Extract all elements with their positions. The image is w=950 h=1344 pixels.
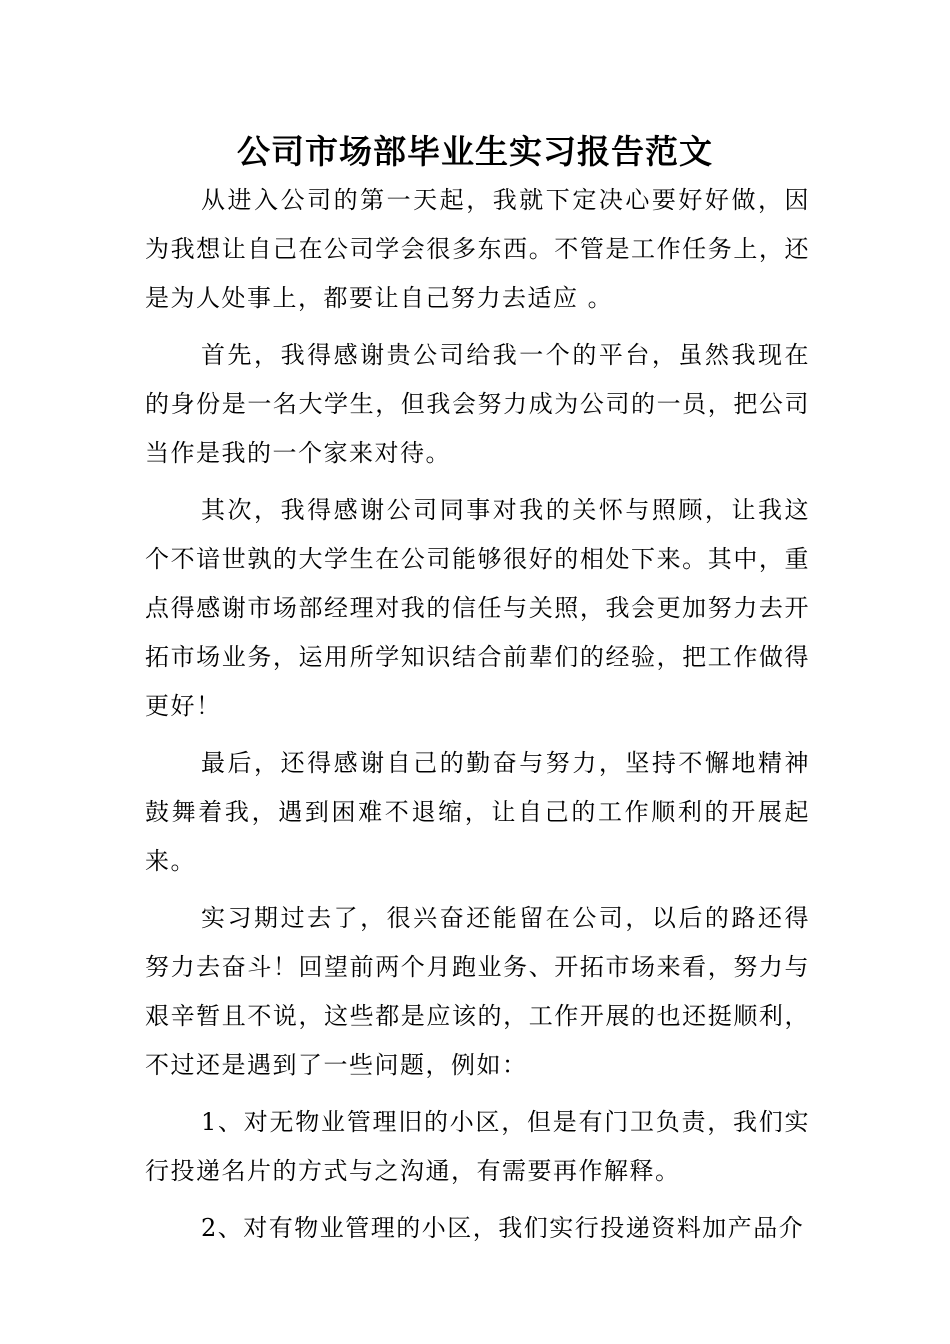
paragraph-item-1: 1、对无物业管理旧的小区，但是有门卫负责，我们实行投递名片的方式与之沟通，有需要再作解释。 [145,1108,810,1185]
document-body [145,176,810,1261]
paragraph-internship-review: 实习期过去了，很兴奋还能留在公司，以后的路还得努力去奋斗！回望前两个月跑业务、开拓市场来看，努力与艰辛暂且不说，这些都是应该的，工作开展的也还挺顺利，不过还是遇到了一些问题，例如： [145,904,810,1079]
document-title: 公司市场部毕业生实习报告范文 [237,132,713,171]
paragraph-item-2: 2、对有物业管理的小区，我们实行投递资料加产品介 [201,1214,805,1242]
paragraph-last-thanks: 最后，还得感谢自己的勤奋与努力，坚持不懈地精神鼓舞着我，遇到困难不退缩，让自己的工作顺利的开展起来。 [145,749,810,875]
paragraph-second-thanks: 其次，我得感谢公司同事对我的关怀与照顾，让我这个不谙世孰的大学生在公司能够很好的相处下来。其中，重点得感谢市场部经理对我的信任与关照，我会更加努力去开拓市场业务，运用所学知识结合前辈们的经验，把工作做得更好！ [145,496,810,720]
paragraph-first-thanks: 首先，我得感谢贵公司给我一个的平台，虽然我现在的身份是一名大学生，但我会努力成为公司的一员，把公司当作是我的一个家来对待。 [145,341,810,467]
paragraph-intro: 从进入公司的第一天起，我就下定决心要好好做，因为我想让自己在公司学会很多东西。不管是工作任务上，还是为人处事上，都要让自己努力去适应 。 [145,186,810,312]
